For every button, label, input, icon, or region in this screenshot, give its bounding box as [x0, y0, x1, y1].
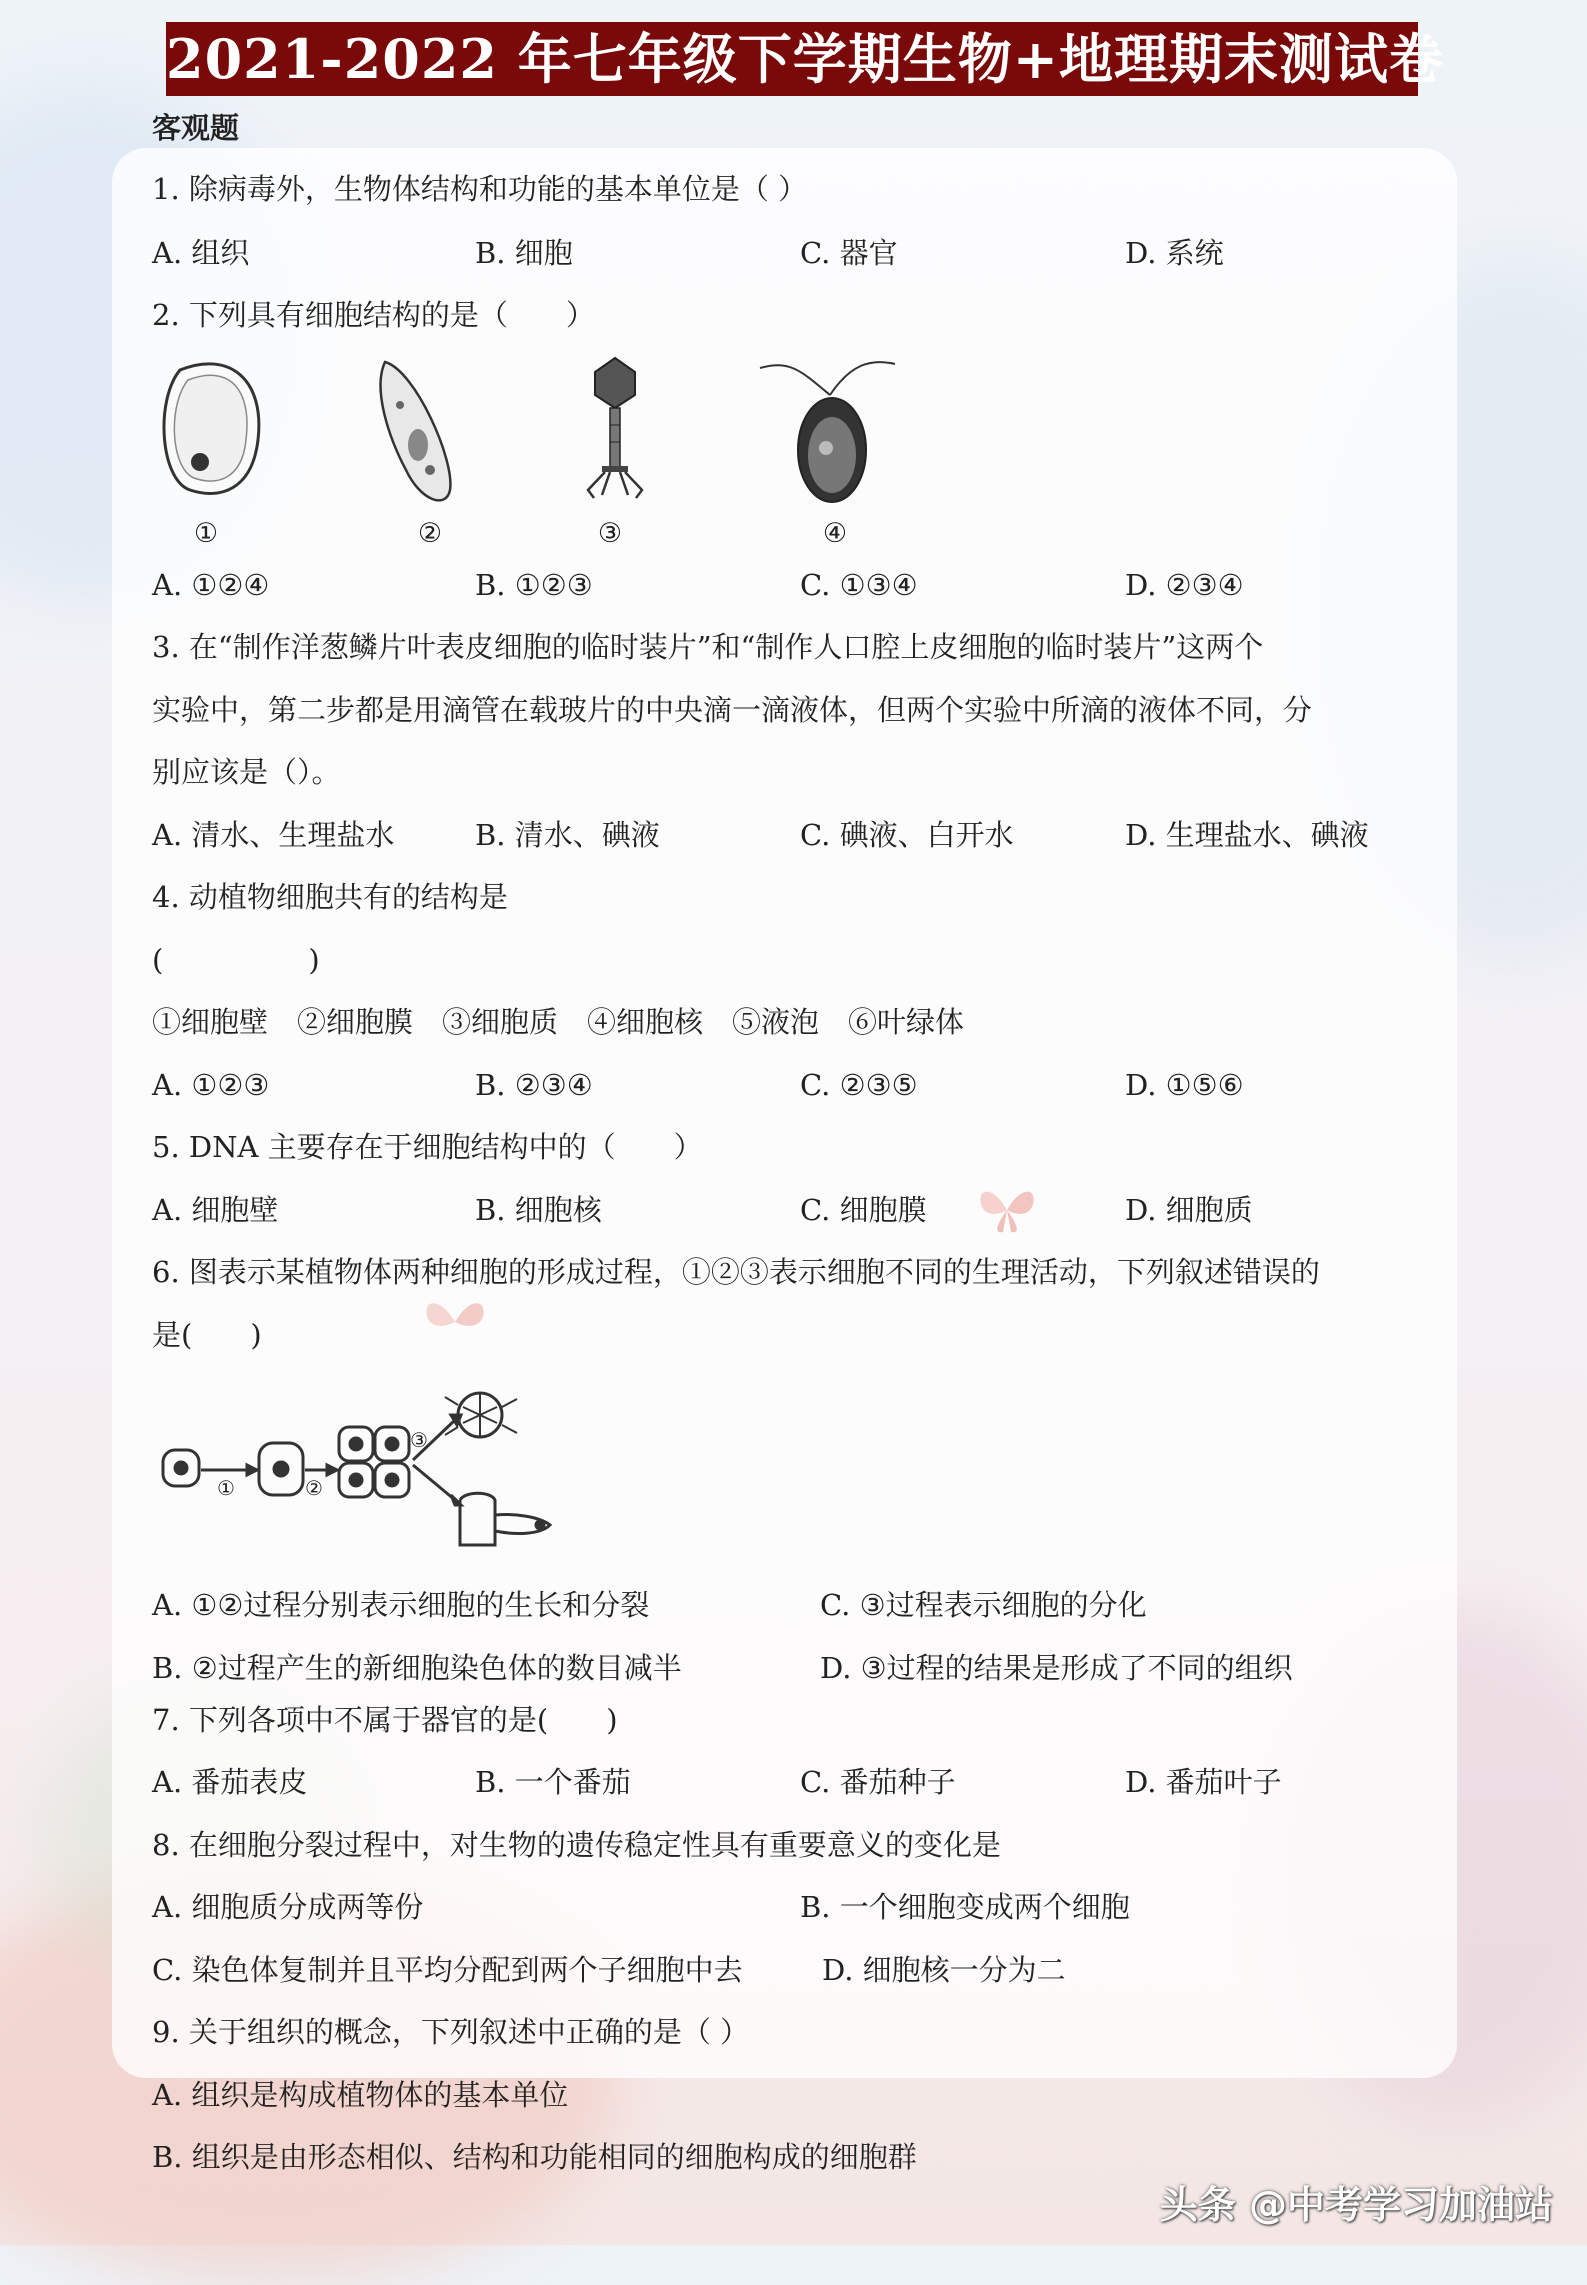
q2-option-d: D. ②③④ [1125, 568, 1244, 602]
q6-option-d: D. ③过程的结果是形成了不同的组织 [820, 1651, 1293, 1685]
q8-option-d: D. 细胞核一分为二 [822, 1953, 1066, 1987]
q8-option-a: A. 细胞质分成两等份 [152, 1890, 424, 1924]
q1-option-c: C. 器官 [800, 236, 898, 270]
q7-option-b: B. 一个番茄 [475, 1765, 631, 1799]
process-label-1: ① [217, 1476, 235, 1500]
section-heading: 客观题 [152, 111, 240, 145]
q6-option-c: C. ③过程表示细胞的分化 [820, 1588, 1147, 1622]
process-label-2: ② [305, 1476, 323, 1500]
question-4-stem: 4. 动植物细胞共有的结构是 [152, 880, 508, 914]
q2-option-a: A. ①②④ [152, 568, 270, 602]
question-5-stem: 5. DNA 主要存在于细胞结构中的（ ） [152, 1130, 703, 1164]
figure-label-1: ① [193, 518, 219, 549]
question-3-stem-line3: 别应该是（）。 [152, 755, 341, 789]
q8-option-c: C. 染色体复制并且平均分配到两个子细胞中去 [152, 1953, 743, 1987]
q4-option-c: C. ②③⑤ [800, 1068, 918, 1102]
process-label-3: ③ [410, 1428, 428, 1452]
q6-option-b: B. ②过程产生的新细胞染色体的数目减半 [152, 1651, 682, 1685]
q3-option-a: A. 清水、生理盐水 [152, 818, 395, 852]
q9-option-b: B. 组织是由形态相似、结构和功能相同的细胞构成的细胞群 [152, 2140, 917, 2174]
question-3-stem-line2: 实验中，第二步都是用滴管在载玻片的中央滴一滴液体，但两个实验中所滴的液体不同，分 [152, 693, 1313, 727]
q5-option-c: C. 细胞膜 [800, 1193, 927, 1227]
q1-option-a: A. 组织 [152, 236, 250, 270]
q8-option-b: B. 一个细胞变成两个细胞 [800, 1890, 1130, 1924]
source-watermark: 头条 @中考学习加油站 [1159, 2183, 1553, 2227]
question-2-stem: 2. 下列具有细胞结构的是（ ） [152, 298, 595, 332]
chlamydomonas-figure [760, 362, 895, 502]
question-6-stem-line1: 6. 图表示某植物体两种细胞的形成过程，①②③表示细胞不同的生理活动，下列叙述错误的 [152, 1255, 1320, 1289]
question-9-stem: 9. 关于组织的概念，下列叙述中正确的是（ ） [152, 2015, 750, 2049]
q9-option-a: A. 组织是构成植物体的基本单位 [152, 2078, 569, 2112]
q3-option-d: D. 生理盐水、碘液 [1125, 818, 1369, 852]
question-4-paren: ( ) [152, 943, 320, 977]
q2-cell-figures [150, 350, 910, 550]
page-title: 2021-2022 年七年级下学期生物+地理期末测试卷 [166, 22, 1418, 96]
question-1-stem: 1. 除病毒外，生物体结构和功能的基本单位是（ ） [152, 172, 808, 206]
butterfly-decoration [420, 1290, 490, 1352]
question-4-items: ①细胞壁 ②细胞膜 ③细胞质 ④细胞核 ⑤液泡 ⑥叶绿体 [152, 1005, 965, 1039]
q4-option-a: A. ①②③ [152, 1068, 270, 1102]
q1-option-b: B. 细胞 [475, 236, 573, 270]
q3-option-b: B. 清水、碘液 [475, 818, 660, 852]
question-3-stem-line1: 3. 在“制作洋葱鳞片叶表皮细胞的临时装片”和“制作人口腔上皮细胞的临时装片”这两个 [152, 630, 1264, 664]
q6-cell-process-diagram [155, 1385, 575, 1555]
question-8-stem: 8. 在细胞分裂过程中，对生物的遗传稳定性具有重要意义的变化是 [152, 1828, 1001, 1862]
q4-option-b: B. ②③④ [475, 1068, 593, 1102]
figure-label-3: ③ [597, 518, 623, 549]
question-6-stem-line2: 是( ) [152, 1318, 262, 1352]
q5-option-b: B. 细胞核 [475, 1193, 602, 1227]
q6-option-a: A. ①②过程分别表示细胞的生长和分裂 [152, 1588, 650, 1622]
q7-option-a: A. 番茄表皮 [152, 1765, 308, 1799]
animal-cell-figure [164, 364, 259, 494]
butterfly-decoration [975, 1180, 1039, 1238]
q2-option-b: B. ①②③ [475, 568, 593, 602]
figure-label-4: ④ [822, 518, 848, 549]
figure-label-2: ② [417, 518, 443, 549]
q1-option-d: D. 系统 [1125, 236, 1224, 270]
q7-option-d: D. 番茄叶子 [1125, 1765, 1282, 1799]
q4-option-d: D. ①⑤⑥ [1125, 1068, 1244, 1102]
q5-option-a: A. 细胞壁 [152, 1193, 279, 1227]
q3-option-c: C. 碘液、白开水 [800, 818, 1014, 852]
paramecium-figure [381, 362, 451, 500]
bacteriophage-figure [588, 358, 642, 498]
q2-option-c: C. ①③④ [800, 568, 918, 602]
question-7-stem: 7. 下列各项中不属于器官的是( ) [152, 1703, 618, 1737]
q5-option-d: D. 细胞质 [1125, 1193, 1253, 1227]
q7-option-c: C. 番茄种子 [800, 1765, 956, 1799]
